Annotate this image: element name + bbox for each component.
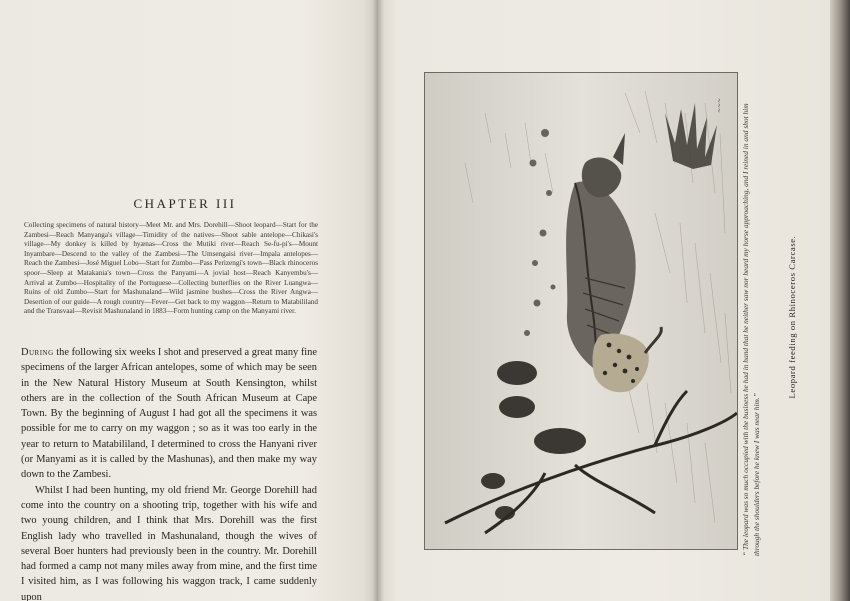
plate-quote: “ The leopard was so much occupied with the business he had in hand that he neither saw nor heard my horse approaching, and I reined in and shot him through the shoulders before he knew I was near him.”: [741, 103, 761, 556]
paragraph-2: Whilst I had been hunting, my old friend Mr. George Dorehill had come into the country on a shooting trip, together with his wife and two young children, and I think that Mrs. Dorehill was the first English lady who travelled in Mashunaland, though the wives of several Boer hunters had previously been in the country. Mr. Dorehill had formed a camp not many miles away from mine, and the first time I visited him, as I was following his waggon track, I came suddenly upon: [21, 484, 317, 601]
page-edges: [830, 0, 850, 601]
paragraph-1-text: the following six weeks I shot and preserved a great many fine specimens of the larger African antelopes, some of which may be seen in the New Natural History Museum at South Kensington, whilst others are in the collection of the South African Museum at Cape Town. By the beginning of August I had got all the specimens it was possible for me to carry on my waggon ; so as it was too early in the year to return to Matabililand, I determined to cross the Hanyani river (or Manyami as it is called by the Mashunas), and then make my way down to the Zambesi.: [21, 347, 317, 481]
drop-word: During: [21, 347, 54, 358]
plate-caption: Leopard feeding on Rhinoceros Carcase.: [787, 235, 797, 399]
illustration-plate: [424, 72, 738, 550]
artist-signature-icon: ~~~: [716, 97, 723, 113]
left-page: [0, 0, 378, 601]
chapter-synopsis: Collecting specimens of natural history—Meet Mr. and Mrs. Dorehill—Shoot leopard—Start for the Zambesi—Reach Manyanga's village—Timidity of the natives—Shoot sable antelope—Chikasi's village—My donkey is killed by hyænas—Cross the Mutiki river—Reach Se-fu-pi's—Mount Inyambare—Descend to the valley of the Zambesi—The Umsengaisi river—Impala antelopes—Reach the Zambesi—José Miguel Lobo—Start for Zumbo—Pass Perizengi's town—Black rhinoceros spoor—Sleep at Matakania's town—Cross the Panyami—A jovial host—Reach Kanyembu's—Arrival at Zumbo—Hospitality of the Portuguese—Collecting butterflies on the River Luangwa—Ruins of old Zumbo—Start for Mashunaland—Wild jasmine bushes—Cross the River Angwa—Desertion of our guide—A rough country—Fever—Get back to my waggon—Return to Matabililand and the Transvaal—Revisit Mashunaland in 1883—Form hunting camp on the Manyami river.: [24, 221, 318, 316]
paragraph-1: [21, 345, 317, 483]
book-gutter: [372, 0, 384, 601]
chapter-title: CHAPTER III: [133, 196, 237, 211]
leopard-rhinoceros-illustration: [425, 73, 737, 549]
body-text: [21, 345, 317, 601]
